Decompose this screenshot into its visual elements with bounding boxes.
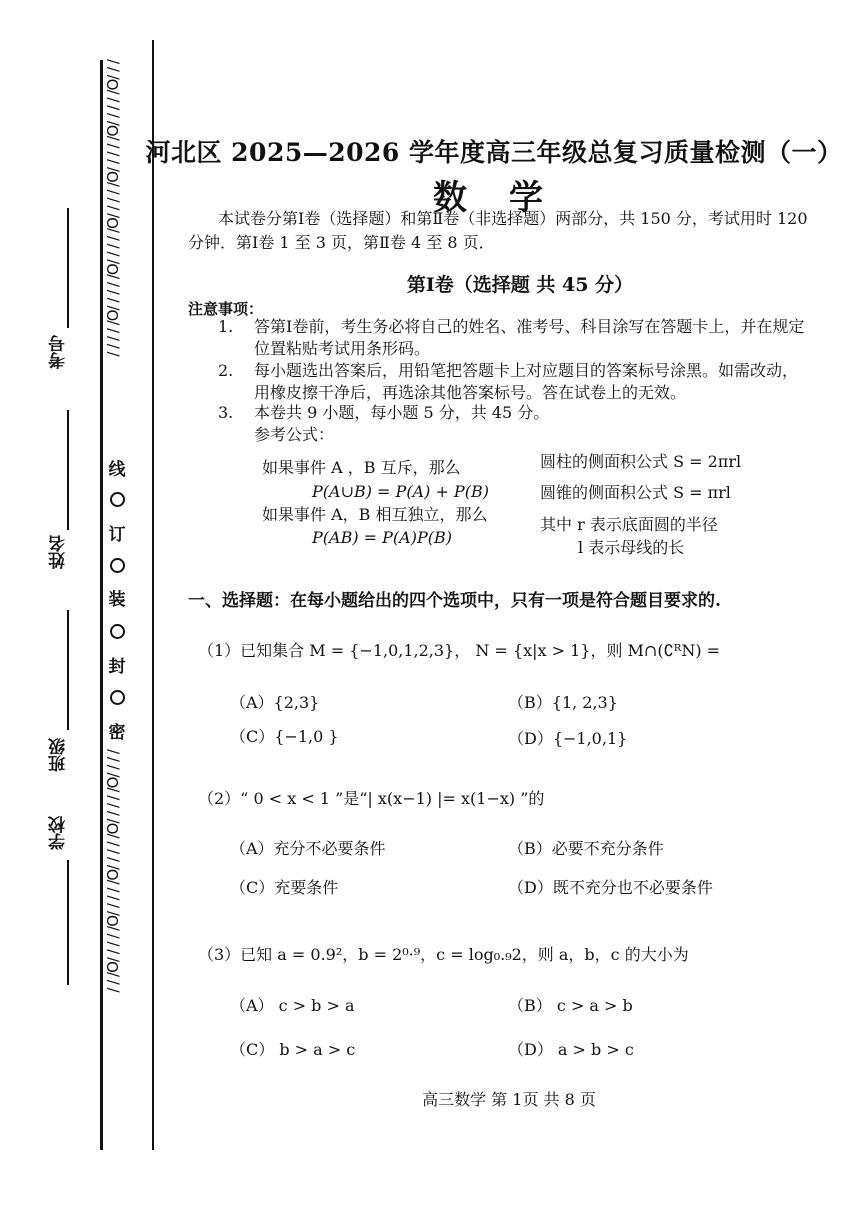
field-underline-kaohao: [67, 208, 69, 328]
exam-title: 河北区 2025—2026 学年度高三年级总复习质量检测（一）: [145, 138, 843, 167]
part-title: 一、选择题：在每小题给出的四个选项中，只有一项是符合题目要求的.: [188, 591, 721, 611]
field-underline-xuexiao: [67, 860, 69, 985]
intro-line-2: 分钟．第Ⅰ卷 1 至 3 页，第Ⅱ卷 4 至 8 页．: [188, 233, 495, 252]
note-item-3: 3. 本卷共 9 小题，每小题 5 分，共 45 分。 参考公式：: [218, 403, 550, 444]
question-1-stem: （1）已知集合 M = {−1,0,1,2,3}， N = {x|x > 1}，则 M∩(∁ᴿN) =: [198, 641, 721, 660]
question-3-option-a: （A） c > b > a: [230, 996, 355, 1015]
field-underline-banji: [67, 610, 69, 730]
page-footer: 高三数学 第 1页 共 8 页: [422, 1090, 596, 1109]
seal-circle: [110, 690, 125, 705]
question-2-stem: （2）“ 0 < x < 1 ”是“| x(x−1) |= x(1−x) ”的: [198, 789, 545, 808]
seal-circle: [110, 492, 125, 507]
field-label-kaohao: 考号: [49, 335, 69, 369]
seal-char-mi: 密: [108, 723, 126, 743]
note-item-2: 2. 每小题选出答案后，用铅笔把答题卡上对应题目的答案标号涂黑。如需改动， 用橡皮擦干净后，再选涂其他答案标号。答在试卷上的无效。: [218, 361, 799, 402]
question-3-option-c: （C） b > a > c: [230, 1040, 356, 1059]
field-label-banji: 班级: [49, 738, 69, 772]
question-2-option-c: （C）充要条件: [230, 878, 339, 897]
question-2-option-b: （B）必要不充分条件: [508, 839, 664, 858]
question-1-option-d: （D）{−1,0,1}: [508, 729, 628, 748]
subject-title: 数学: [433, 178, 585, 218]
binding-dash-pattern-bottom: / / /O/ / / / /O/ / / / /O/ / / / /O/ / / / /O/ / / /: [104, 750, 122, 993]
notice-heading: 注意事项：: [188, 300, 264, 318]
field-underline-xingming: [67, 410, 69, 530]
formula-right-3: 其中 r 表示底面圆的半径: [540, 515, 718, 534]
seal-char-zhuang: 装: [108, 590, 126, 610]
seal-char-feng: 封: [108, 657, 126, 677]
section-title: 第Ⅰ卷（选择题 共 45 分）: [406, 274, 634, 296]
question-1-option-a: （A）{2,3}: [230, 693, 320, 712]
formula-left-1: 如果事件 A ，B 互斥，那么: [262, 458, 461, 477]
question-1-option-c: （C）{−1,0 }: [230, 727, 339, 746]
question-3-option-b: （B） c > a > b: [508, 996, 633, 1015]
note-item-1: 1. 答第Ⅰ卷前，考生务必将自己的姓名、准考号、科目涂写在答题卡上，并在规定 位置粘贴考试用条形码。: [218, 317, 805, 358]
question-3-stem: （3）已知 a = 0.9²，b = 2⁰·⁹，c = log₀.₉2，则 a，b，c 的大小为: [198, 945, 689, 964]
seal-char-xian: 线: [108, 460, 126, 480]
formula-left-4: P(AB) = P(A)P(B): [312, 528, 452, 547]
intro-line-1: 本试卷分第Ⅰ卷（选择题）和第Ⅱ卷（非选择题）两部分，共 150 分，考试用时 120: [218, 209, 808, 228]
seal-circle: [110, 624, 125, 639]
seal-char-ding: 订: [108, 525, 126, 545]
question-3-option-d: （D） a > b > c: [508, 1040, 634, 1059]
formula-right-2: 圆锥的侧面积公式 S = πrl: [540, 483, 731, 502]
field-label-xingming: 姓名: [49, 535, 69, 569]
question-1-option-b: （B）{1, 2,3}: [508, 693, 618, 712]
question-2-option-a: （A）充分不必要条件: [230, 839, 386, 858]
binding-dash-pattern-top: / / / / /O/ / / / /O/ / / / /O/ / / / /O/ / / / /O/ / / / /O/ / /: [104, 60, 122, 357]
question-2-option-d: （D）既不充分也不必要条件: [508, 878, 713, 897]
formula-right-1: 圆柱的侧面积公式 S = 2πrl: [540, 452, 742, 471]
binding-line-left: [100, 60, 103, 1150]
formula-left-2: P(A∪B) = P(A) + P(B): [312, 482, 489, 501]
formula-left-3: 如果事件 A，B 相互独立，那么: [262, 505, 488, 524]
formula-right-4: l 表示母线的长: [578, 538, 685, 557]
seal-circle: [110, 558, 125, 573]
field-label-xuexiao: 学校: [49, 816, 69, 850]
